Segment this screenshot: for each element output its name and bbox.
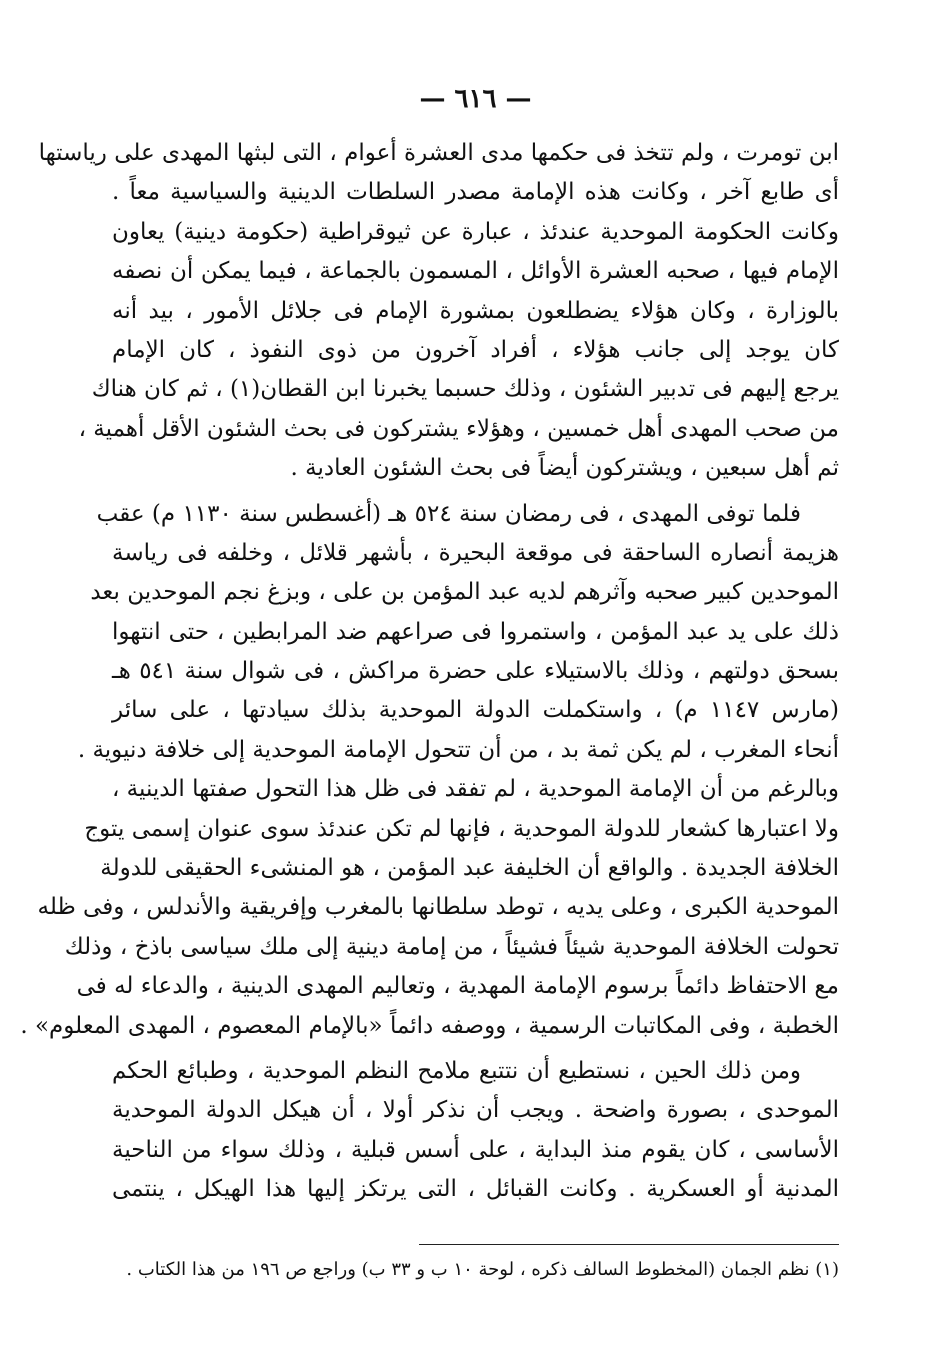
text-line: ابن تومرت ، ولم تتخذ فى حكمها مدى العشرة أعوام ، التى لبثها المهدى على رياستها — [38, 140, 839, 166]
text-line: بسحق دولتهم ، وذلك بالاستيلاء على حضرة مراكش ، فى شوال سنة ٥٤١ هـ — [112, 658, 839, 685]
text-line: وبالرغم من أن الإمامة الموحدية ، لم تفقد فى ظل هذا التحول صفتها الدينية ، — [111, 776, 839, 803]
text-line: هزيمة أنصاره الساحقة فى موقعة البحيرة ، بأشهر قلائل ، وخلفه فى رياسة — [112, 539, 839, 566]
body-text — [20, 134, 839, 1210]
text-line: الأساسى ، كان يقوم منذ البداية ، على أسس قبلية ، وذلك سواء من الناحية — [112, 1136, 839, 1163]
text-line: مع الاحتفاظ دائماً برسوم الإمامة المهدية ، وتعاليم المهدى الدينية ، والدعاء له فى — [76, 973, 839, 1000]
text-line: بالوزارة ، وكان هؤلاء يضطلعون بمشورة الإمام فى جلائل الأمور ، بيد أنه — [112, 297, 839, 324]
text-line: ثم أهل سبعين ، ويشتركون أيضاً فى بحث الشئون العادية . — [290, 455, 839, 482]
text-line: الموحدى ، بصورة واضحة . ويجب أن نذكر أولا ، أن هيكل الدولة الموحدية — [112, 1097, 839, 1124]
page-number: — ٦١٦ — — [419, 84, 532, 114]
text-line: من صحب المهدى أهل خمسين ، وهؤلاء يشتركون فى بحث الشئون الأقل أهمية ، — [78, 415, 839, 442]
footnote: (١) نظم الجمان (المخطوط السالف ذكره ، لوحة ١٠ ب و ٣٣ ب) وراجع ص ١٩٦ من هذا الكتاب . — [126, 1259, 839, 1280]
text-line: وكانت الحكومة الموحدية عندئذ ، عبارة عن ثيوقراطية (حكومة دينية) يعاون — [112, 218, 839, 245]
text-line: الخطبة ، وفى المكاتبات الرسمية ، ووصفه دائماً «بالإمام المعصوم ، المهدى المعلوم» . — [20, 1012, 839, 1039]
text-line: الإمام فيها ، صحبه العشرة الأوائل ، المسمون بالجماعة ، فيما يمكن أن نصفه — [112, 258, 839, 285]
text-line: تحولت الخلافة الموحدية شيئاً فشيئاً ، من إمامة دينية إلى ملك سياسى باذخ ، وذلك — [64, 933, 839, 960]
text-line: المدنية أو العسكرية . وكانت القبائل ، التى يرتكز إليها هذا الهيكل ، ينتمى — [112, 1176, 839, 1203]
text-line: ومن ذلك الحين ، نستطيع أن نتتبع ملامح النظم الموحدية ، وطبائع الحكم — [112, 1057, 801, 1084]
footnote-divider — [419, 1244, 839, 1245]
text-line: فلما توفى المهدى ، فى رمضان سنة ٥٢٤ هـ (أغسطس سنة ١١٣٠ م) عقب — [96, 500, 801, 527]
paragraph-1 — [38, 134, 839, 489]
text-line: الخلافة الجديدة . والواقع أن الخليفة عبد المؤمن ، هو المنشىء الحقيقى للدولة — [100, 855, 839, 882]
text-line: ذلك على يد عبد المؤمن ، واستمروا فى صراعهم ضد المرابطين ، حتى انتهوا — [112, 618, 839, 645]
paragraph-3 — [112, 1052, 839, 1210]
text-line: كان يوجد إلى جانب هؤلاء ، أفراد آخرون من ذوى النفوذ ، كان الإمام — [112, 336, 839, 363]
text-line: أى طابع آخر ، وكانت هذه الإمامة مصدر السلطات الدينية والسياسية معاً . — [112, 179, 839, 206]
text-line: يرجع إليهم فى تدبير الشئون ، وذلك حسبما يخبرنا ابن القطان(١) ، ثم كان هناك — [91, 376, 839, 403]
text-line: الموحدين كبير صحبه وآثرهم لديه عبد المؤمن بن على ، وبزغ نجم الموحدين بعد — [90, 579, 839, 606]
paragraph-2 — [20, 495, 839, 1046]
text-line: ولا اعتبارها كشعار للدولة الموحدية ، فإنها لم تكن عندئذ سوى عنوان إسمى يتوج — [84, 815, 839, 842]
text-line: أنحاء المغرب ، لم يكن ثمة بد ، من أن تتحول الإمامة الموحدية إلى خلافة دنيوية . — [77, 736, 839, 763]
text-line: (مارس ١١٤٧ م) ، واستكملت الدولة الموحدية بذلك سيادتها ، على سائر — [112, 697, 839, 724]
text-line: الموحدية الكبرى ، وعلى يديه ، توطد سلطانها بالمغرب وإفريقية والأندلس ، وفى ظله — [37, 894, 839, 921]
